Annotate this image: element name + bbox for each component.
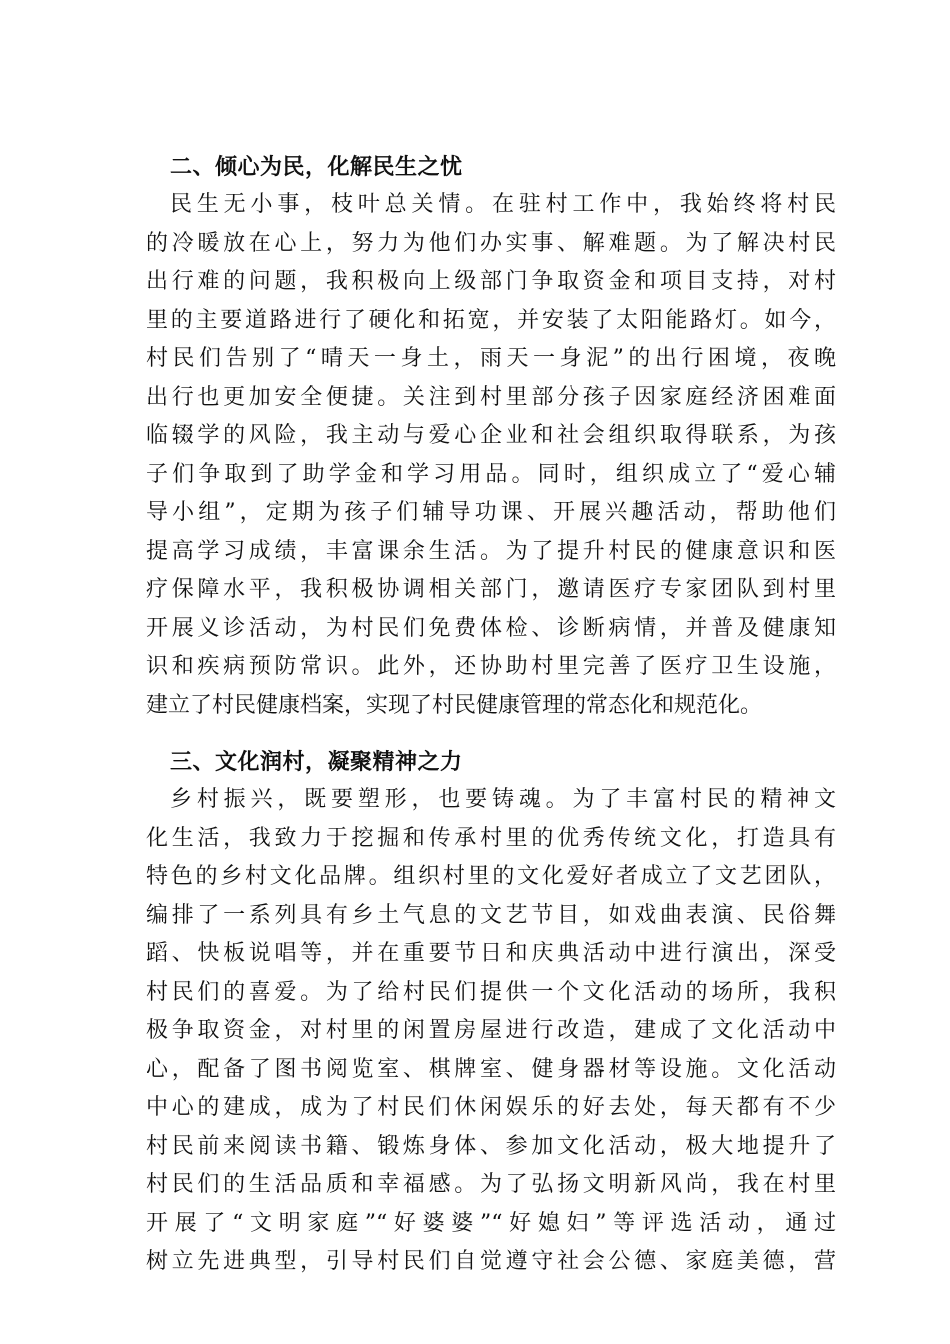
paragraph-line: 村民们告别了“晴天一身土，雨天一身泥”的出行困境，夜晚 xyxy=(146,346,836,371)
paragraph-line: 开展义诊活动，为村民们免费体检、诊断病情，并普及健康知 xyxy=(146,615,836,641)
paragraph-line: 提高学习成绩，丰富课余生活。为了提升村民的健康意识和医 xyxy=(146,538,836,564)
section-heading-2: 二、倾心为民，化解民生之忧 xyxy=(170,155,463,180)
paragraph-line: 建立了村民健康档案，实现了村民健康管理的常态化和规范化。 xyxy=(146,692,763,718)
paragraph-line: 中心的建成，成为了村民们休闲娱乐的好去处，每天都有不少 xyxy=(146,1095,836,1120)
paragraph-line: 村民们的喜爱。为了给村民们提供一个文化活动的场所，我积 xyxy=(146,979,836,1005)
paragraph-line: 树立先进典型，引导村民们自觉遵守社会公德、家庭美德，营 xyxy=(146,1249,836,1274)
paragraph-line: 识和疾病预防常识。此外，还协助村里完善了医疗卫生设施， xyxy=(146,654,836,679)
paragraph-line: 心，配备了图书阅览室、棋牌室、健身器材等设施。文化活动 xyxy=(146,1056,836,1082)
paragraph-line: 子们争取到了助学金和学习用品。同时，组织成立了“爱心辅 xyxy=(146,461,836,487)
paragraph-line: 民生无小事，枝叶总关情。在驻村工作中，我始终将村民 xyxy=(170,192,836,217)
section-3-paragraph xyxy=(146,781,836,1282)
section-2-paragraph xyxy=(146,186,836,725)
paragraph-line: 开展了“文明家庭”“好婆婆”“好媳妇”等评选活动，通过 xyxy=(146,1210,836,1236)
paragraph-line: 出行也更加安全便捷。关注到村里部分孩子因家庭经济困难面 xyxy=(146,384,836,410)
paragraph-line: 蹈、快板说唱等，并在重要节日和庆典活动中进行演出，深受 xyxy=(146,941,836,966)
document-body xyxy=(146,150,836,1282)
paragraph-line: 里的主要道路进行了硬化和拓宽，并安装了太阳能路灯。如今， xyxy=(146,307,836,333)
paragraph-line: 化生活，我致力于挖掘和传承村里的优秀传统文化，打造具有 xyxy=(146,825,836,851)
section-spacer xyxy=(146,725,836,745)
paragraph-line: 乡村振兴，既要塑形，也要铸魂。为了丰富村民的精神文 xyxy=(170,787,836,812)
section-heading-3: 三、文化润村，凝聚精神之力 xyxy=(170,750,463,775)
paragraph-line: 疗保障水平，我积极协调相关部门，邀请医疗专家团队到村里 xyxy=(146,577,836,602)
paragraph-line: 编排了一系列具有乡土气息的文艺节目，如戏曲表演、民俗舞 xyxy=(146,902,836,928)
paragraph-line: 极争取资金，对村里的闲置房屋进行改造，建成了文化活动中 xyxy=(146,1018,836,1043)
paragraph-line: 临辍学的风险，我主动与爱心企业和社会组织取得联系，为孩 xyxy=(146,423,836,448)
paragraph-line: 的冷暖放在心上，努力为他们办实事、解难题。为了解决村民 xyxy=(146,230,836,256)
paragraph-line: 出行难的问题，我积极向上级部门争取资金和项目支持，对村 xyxy=(146,269,836,294)
paragraph-line: 导小组”，定期为孩子们辅导功课、开展兴趣活动，帮助他们 xyxy=(146,500,836,525)
paragraph-line: 特色的乡村文化品牌。组织村里的文化爱好者成立了文艺团队， xyxy=(146,864,836,889)
paragraph-line: 村民前来阅读书籍、锻炼身体、参加文化活动，极大地提升了 xyxy=(146,1133,836,1159)
paragraph-line: 村民们的生活品质和幸福感。为了弘扬文明新风尚，我在村里 xyxy=(146,1172,836,1197)
